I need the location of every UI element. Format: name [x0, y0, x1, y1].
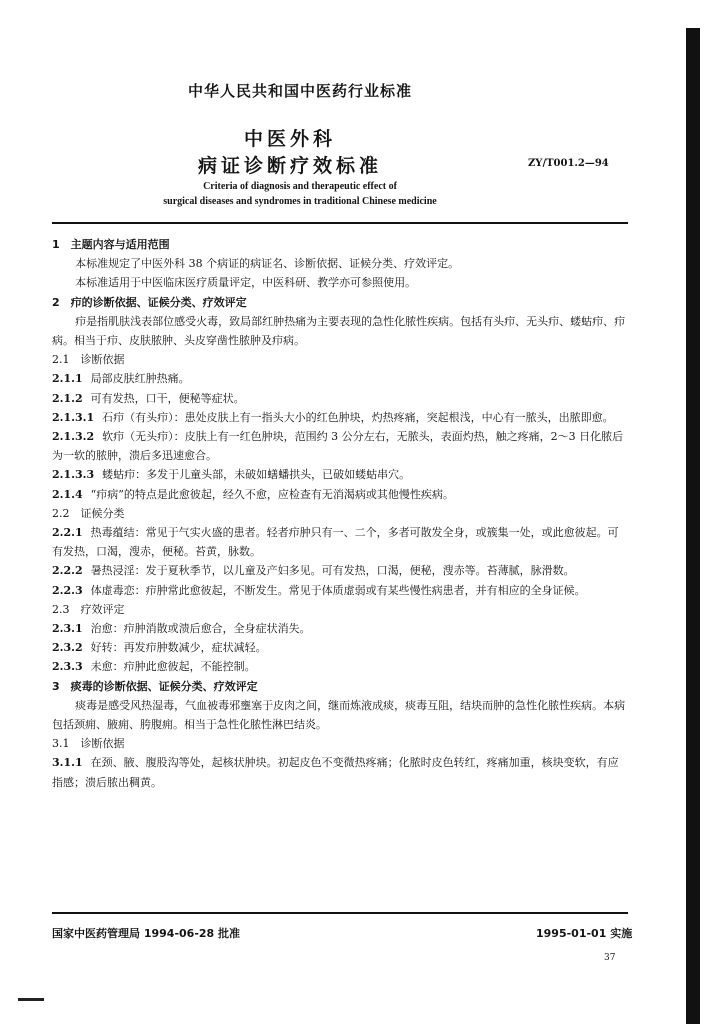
- clause-number: 2.2.1: [52, 526, 83, 540]
- clause-number: 3.1.1: [52, 756, 83, 770]
- clause-2-1-2: [52, 389, 628, 408]
- clause-2-3-1: [52, 619, 628, 638]
- page-number: 37: [604, 953, 616, 963]
- clause-2-1-3-3: [52, 465, 628, 484]
- standard-code: ZY/T001.2—94: [528, 158, 609, 169]
- clause-number: 2.3.2: [52, 641, 83, 655]
- section-1-para-2: 本标准适用于中医临床医疗质量评定，中医科研、教学亦可参照使用。: [75, 276, 417, 290]
- clause-text: 热毒蕴结：常见于气实火盛的患者。轻者疖肿只有一、二个，多者可散发全身，或簇集一处，或此愈彼起。可有发热，口渴，溲赤，便秘。苔黄，脉数。: [52, 526, 619, 559]
- clause-text: 好转：再发疖肿数减少，症状减轻。: [90, 641, 267, 655]
- title-line-2: 病证诊断疗效标准: [197, 155, 382, 177]
- section-3-heading: 3 痰毒的诊断依据、证候分类、疗效评定: [52, 679, 258, 693]
- approval-note: 国家中医药管理局 1994-06-28 批准: [52, 927, 241, 940]
- clause-number: 2.1.4: [52, 487, 83, 501]
- clause-number: 2.1.3.2: [52, 430, 95, 444]
- clause-number: 2.1.3.1: [52, 410, 95, 424]
- clause-2-1-4: [52, 485, 628, 504]
- section-2-3-heading: 2.3 疗效评定: [52, 602, 125, 616]
- title-line-1: 中医外科: [243, 128, 336, 150]
- section-3-1-heading: 3.1 诊断依据: [52, 737, 125, 751]
- clause-3-1-1: [52, 753, 628, 791]
- clause-number: 2.1.2: [52, 391, 83, 405]
- english-title-line-1: Criteria of diagnosis and therapeutic effect of: [203, 181, 397, 192]
- clause-number: 2.1.1: [52, 372, 83, 386]
- effective-date: 1995-01-01 实施: [536, 927, 633, 940]
- clause-2-2-3: [52, 581, 628, 600]
- standard-type: 中华人民共和国中医药行业标准: [187, 82, 412, 100]
- clause-number: 2.3.1: [52, 622, 83, 636]
- clause-2-3-2: [52, 638, 628, 657]
- clause-text: 石疖（有头疖）：患处皮肤上有一指头大小的红色肿块，灼热疼痛，突起根浅，中心有一脓头，出脓即愈。: [102, 410, 614, 424]
- clause-number: 2.3.3: [52, 660, 83, 674]
- clause-text: 治愈：疖肿消散或溃后愈合，全身症状消失。: [90, 622, 311, 636]
- clause-text: 未愈：疖肿此愈彼起，不能控制。: [90, 660, 256, 674]
- clause-text: 可有发热，口干，便秘等症状。: [90, 391, 245, 405]
- english-title-line-2: surgical diseases and syndromes in traditional Chinese medicine: [163, 196, 437, 207]
- scan-edge-bar: [686, 28, 700, 1024]
- section-3-intro: 痰毒是感受风热湿毒，气血被毒邪壅塞于皮肉之间，继而炼液成痰，痰毒互阻，结块而肿的急性化脓性疾病。本病包括颈痈、腋痈、胯腹痈。相当于急性化脓性淋巴结炎。: [52, 698, 626, 732]
- clause-text: 蝼蛄疖：多发于儿童头部，未破如蟮蟠拱头，已破如蝼蛄串穴。: [102, 468, 411, 482]
- clause-number: 2.2.3: [52, 583, 83, 597]
- clause-text: 局部皮肤红肿热痛。: [90, 372, 190, 386]
- scan-edge-mark: [18, 998, 44, 1001]
- clause-2-2-2: [52, 561, 628, 580]
- clause-2-1-1: [52, 369, 628, 388]
- section-2-2-heading: 2.2 证候分类: [52, 506, 125, 520]
- clause-number: 2.1.3.3: [52, 468, 95, 482]
- clause-2-1-3-1: [52, 408, 628, 427]
- section-2-heading: 2 疖的诊断依据、证候分类、疗效评定: [52, 295, 247, 309]
- clause-text: “疖病”的特点是此愈彼起，经久不愈，应检查有无消渴病或其他慢性疾病。: [90, 487, 454, 501]
- clause-text: 在颈、腋、腹股沟等处，起核状肿块。初起皮色不变微热疼痛；化脓时皮色转红，疼痛加重，核块变软，有应指感；溃后脓出稠黄。: [52, 756, 619, 789]
- clause-text: 体虚毒恋：疖肿常此愈彼起，不断发生。常见于体质虚弱或有某些慢性病患者，并有相应的全身证候。: [90, 583, 586, 597]
- clause-2-2-1: [52, 523, 628, 561]
- clause-text: 暑热浸淫：发于夏秋季节，以儿童及产妇多见。可有发热，口渴，便秘，溲赤等。苔薄腻，脉滑数。: [90, 564, 575, 578]
- section-1-para-1: 本标准规定了中医外科 38 个病证的病证名、诊断依据、证候分类、疗效评定。: [75, 257, 460, 271]
- header-rule: [52, 222, 628, 224]
- footer-rule: [52, 912, 628, 914]
- section-2-intro: 疖是指肌肤浅表部位感受火毒，致局部红肿热痛为主要表现的急性化脓性疾病。包括有头疖、无头疖、蝼蛄疖、疖病。相当于疖、皮肤脓肿、头皮穿凿性脓肿及疖病。: [52, 314, 626, 348]
- clause-2-1-3-2: [52, 427, 628, 465]
- document-body: [52, 235, 628, 792]
- section-2-1-heading: 2.1 诊断依据: [52, 353, 125, 367]
- clause-2-3-3: [52, 657, 628, 676]
- section-1-heading: 1 主题内容与适用范围: [52, 238, 170, 251]
- clause-number: 2.2.2: [52, 564, 83, 578]
- clause-text: 软疖（无头疖）：皮肤上有一红色肿块，范围约 3 公分左右，无脓头，表面灼热，触之疼痛，2～3 日化脓后为一软的脓肿，溃后多迅速愈合。: [52, 430, 624, 463]
